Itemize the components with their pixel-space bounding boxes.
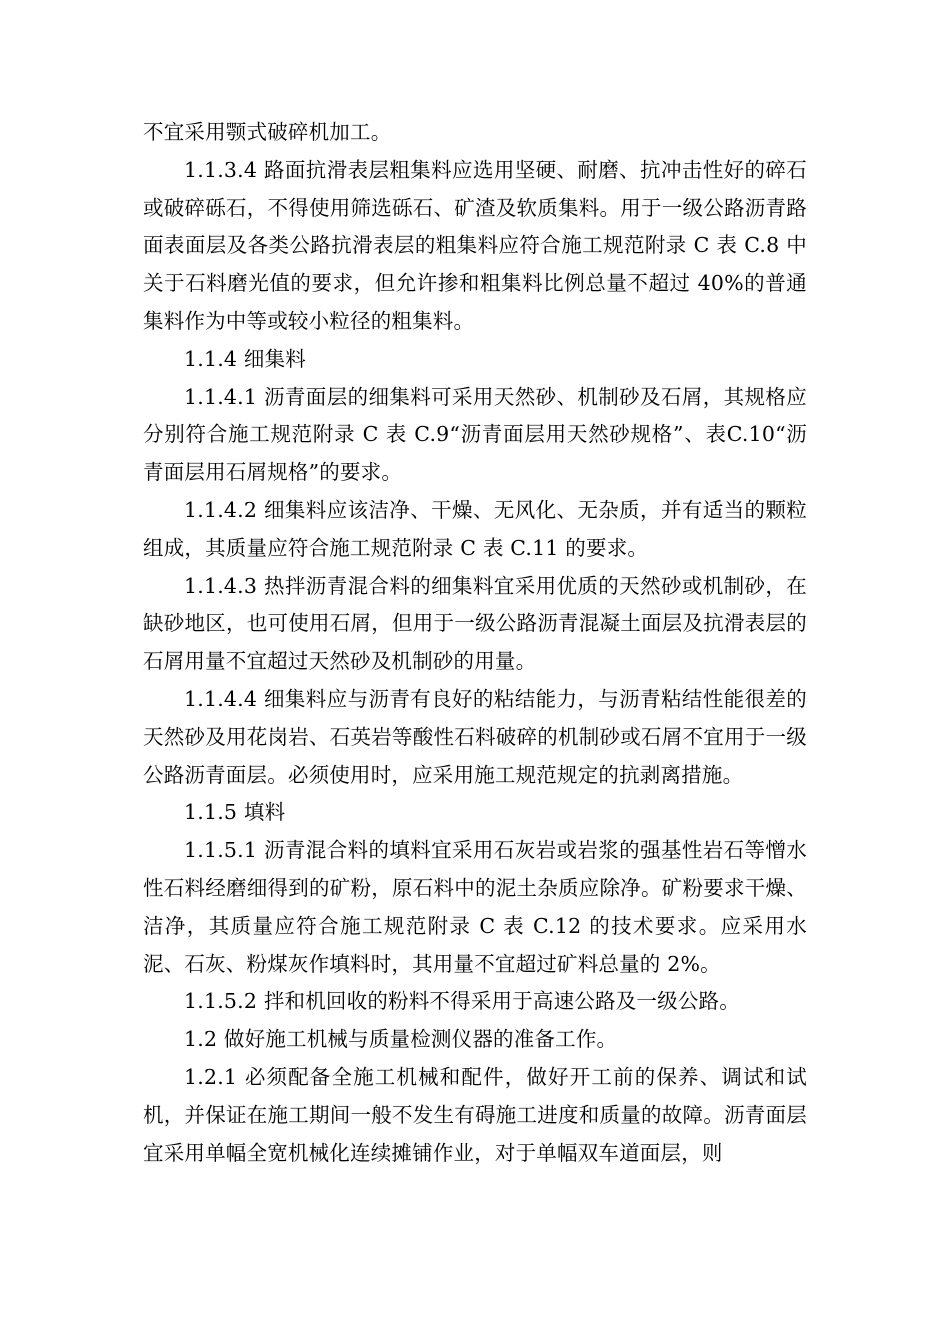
paragraph-1-1-4-1: 1.1.4.1 沥青面层的细集料可采用天然砂、机制砂及石屑，其规格应分别符合施工规范附录 C 表 C.9“沥青面层用天然砂规格”、表C.10“沥青面层用石屑规格”的要求。 — [143, 384, 807, 485]
document-body — [143, 114, 807, 1172]
paragraph-1-1-4-3: 1.1.4.3 热拌沥青混合料的细集料宜采用优质的天然砂或机制砂，在缺砂地区，也可使用石屑，但用于一级公路沥青混凝土面层及抗滑表层的石屑用量不宜超过天然砂及机制砂的用量。 — [143, 573, 807, 674]
paragraph-1-2-1: 1.2.1 必须配备全施工机械和配件，做好开工前的保养、调试和试机，并保证在施工期间一般不发生有碍施工进度和质量的故障。沥青面层宜采用单幅全宽机械化连续摊铺作业，对于单幅双车道面层，则 — [143, 1064, 807, 1165]
paragraph-1-1-4-4: 1.1.4.4 细集料应与沥青有良好的粘结能力，与沥青粘结性能很差的天然砂及用花岗岩、石英岩等酸性石料破碎的机制砂或石屑不宜用于一级公路沥青面层。必须使用时，应采用施工规范规定的抗剥离措施。 — [143, 686, 807, 787]
section-heading-1-2: 1.2 做好施工机械与质量检测仪器的准备工作。 — [184, 1027, 618, 1052]
paragraph-1-1-5-2: 1.1.5.2 拌和机回收的粉料不得采用于高速公路及一级公路。 — [184, 989, 740, 1014]
section-heading-1-1-5: 1.1.5 填料 — [184, 800, 286, 825]
paragraph-1-1-4-2: 1.1.4.2 细集料应该洁净、干燥、无风化、无杂质，并有适当的颗粒组成，其质量应符合施工规范附录 C 表 C.11 的要求。 — [143, 497, 807, 560]
paragraph-continuation: 不宜采用颚式破碎机加工。 — [143, 120, 392, 144]
paragraph-1-1-3-4: 1.1.3.4 路面抗滑表层粗集料应选用坚硬、耐磨、抗冲击性好的碎石或破碎砾石，不得使用筛选砾石、矿渣及软质集料。用于一级公路沥青路面表面层及各类公路抗滑表层的粗集料应符合施工规范附录 C 表 C.8 中关于石料磨光值的要求，但允许掺和粗集料比例总量不超过 40%的普通集料作为中等或较小粒径的粗集料。 — [143, 157, 807, 333]
paragraph-1-1-5-1: 1.1.5.1 沥青混合料的填料宜采用石灰岩或岩浆的强基性岩石等憎水性石料经磨细得到的矿粉，原石料中的泥土杂质应除净。矿粉要求干燥、洁净，其质量应符合施工规范附录 C 表 C.12 的技术要求。应采用水泥、石灰、粉煤灰作填料时，其用量不宜超过矿料总量的 2%。 — [143, 838, 807, 976]
section-heading-1-1-4: 1.1.4 细集料 — [184, 346, 306, 371]
